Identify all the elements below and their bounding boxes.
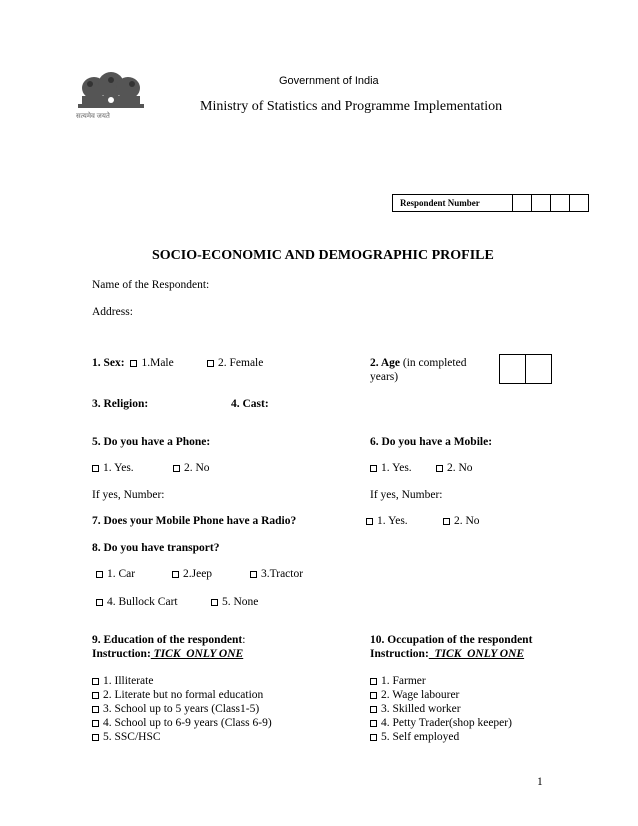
- mobile-yes: [370, 462, 412, 474]
- checkbox[interactable]: [436, 465, 443, 472]
- sex-male-option: 1.Male: [141, 357, 174, 369]
- checkbox[interactable]: [92, 720, 99, 727]
- occupation-option: [370, 688, 512, 702]
- radio-question: 7. Does your Mobile Phone have a Radio?: [92, 515, 297, 527]
- emblem-caption: सत्यमेव जयते: [76, 112, 110, 120]
- occupation-options: [370, 674, 512, 744]
- education-question: [92, 633, 245, 661]
- transport-tractor-option: 3.Tractor: [261, 568, 304, 580]
- transport-jeep-option: 2.Jeep: [183, 568, 213, 580]
- checkbox[interactable]: [92, 678, 99, 685]
- age-label: 2. Age: [370, 357, 401, 369]
- occupation-label: 10. Occupation of the respondent: [370, 634, 533, 646]
- phone-number-label: If yes, Number:: [92, 489, 165, 501]
- age-note: (in completed: [402, 357, 467, 369]
- occupation-option-label: 1. Farmer: [381, 675, 426, 687]
- transport-car-option: 1. Car: [107, 568, 136, 580]
- transport-none: [211, 596, 258, 608]
- age-digit-cell[interactable]: [500, 355, 526, 384]
- transport-question: 8. Do you have transport?: [92, 542, 220, 554]
- education-option-label: 5. SSC/HSC: [103, 731, 161, 743]
- occupation-option-label: 2. Wage labourer: [381, 689, 460, 701]
- education-option-label: 2. Literate but no formal education: [103, 689, 264, 701]
- checkbox[interactable]: [96, 599, 103, 606]
- checkbox[interactable]: [92, 706, 99, 713]
- age-note-line2: years): [370, 371, 399, 383]
- respondent-digit-cell[interactable]: [570, 195, 589, 212]
- education-instruction-label: Instruction:: [92, 648, 151, 660]
- radio-yes: [366, 515, 408, 527]
- education-option: [92, 716, 272, 730]
- government-heading: Government of India: [279, 75, 379, 87]
- checkbox[interactable]: [370, 678, 377, 685]
- phone-yes: [92, 462, 134, 474]
- sex-female-option: 2. Female: [218, 357, 264, 369]
- respondent-digit-cell[interactable]: [551, 195, 570, 212]
- checkbox[interactable]: [96, 571, 103, 578]
- checkbox[interactable]: [370, 692, 377, 699]
- occupation-option-label: 5. Self employed: [381, 731, 460, 743]
- education-option-label: 1. Illiterate: [103, 675, 154, 687]
- education-option-label: 4. School up to 6-9 years (Class 6-9): [103, 717, 272, 729]
- respondent-digit-cell[interactable]: [532, 195, 551, 212]
- occupation-instruction-value: TICK ONLY ONE: [428, 648, 525, 660]
- page-number: 1: [537, 776, 543, 788]
- checkbox[interactable]: [211, 599, 218, 606]
- phone-no-option: 2. No: [184, 462, 210, 474]
- education-instruction-value: TICK ONLY ONE: [150, 648, 244, 660]
- education-colon: :: [242, 634, 246, 646]
- respondent-number-label: Respondent Number: [393, 195, 513, 212]
- occupation-option: [370, 674, 512, 688]
- mobile-question: 6. Do you have a Mobile:: [370, 436, 493, 448]
- checkbox[interactable]: [370, 465, 377, 472]
- education-option-label: 3. School up to 5 years (Class1-5): [103, 703, 260, 715]
- checkbox[interactable]: [370, 720, 377, 727]
- religion-label: 3. Religion:: [92, 398, 149, 410]
- address-label: Address:: [92, 306, 133, 318]
- occupation-option: [370, 730, 512, 744]
- ministry-heading: Ministry of Statistics and Programme Implementation: [200, 99, 503, 114]
- mobile-no-option: 2. No: [447, 462, 473, 474]
- education-label: 9. Education of the respondent: [92, 634, 243, 646]
- transport-jeep: [172, 568, 212, 580]
- phone-no: [173, 462, 210, 474]
- checkbox[interactable]: [366, 518, 373, 525]
- checkbox[interactable]: [370, 706, 377, 713]
- form-title: SOCIO-ECONOMIC AND DEMOGRAPHIC PROFILE: [152, 248, 494, 263]
- occupation-option-label: 3. Skilled worker: [381, 703, 461, 715]
- transport-bullock-cart-option: 4. Bullock Cart: [107, 596, 178, 608]
- checkbox[interactable]: [207, 360, 214, 367]
- mobile-no: [436, 462, 473, 474]
- mobile-yes-option: 1. Yes.: [381, 462, 412, 474]
- respondent-digit-cell[interactable]: [513, 195, 532, 212]
- transport-bullock-cart: [96, 596, 178, 608]
- radio-yes-option: 1. Yes.: [377, 515, 408, 527]
- education-option: [92, 702, 272, 716]
- radio-no: [443, 515, 480, 527]
- occupation-option: [370, 702, 512, 716]
- checkbox[interactable]: [92, 465, 99, 472]
- age-question: [370, 356, 466, 384]
- mobile-number-label: If yes, Number:: [370, 489, 443, 501]
- checkbox[interactable]: [250, 571, 257, 578]
- occupation-option: [370, 716, 512, 730]
- checkbox[interactable]: [370, 734, 377, 741]
- education-option: [92, 730, 272, 744]
- checkbox[interactable]: [92, 692, 99, 699]
- checkbox[interactable]: [130, 360, 137, 367]
- cast-label: 4. Cast:: [231, 398, 269, 410]
- age-digit-cell[interactable]: [526, 355, 552, 384]
- name-label: Name of the Respondent:: [92, 279, 210, 291]
- radio-no-option: 2. No: [454, 515, 480, 527]
- checkbox[interactable]: [173, 465, 180, 472]
- transport-car: [96, 568, 135, 580]
- phone-yes-option: 1. Yes.: [103, 462, 134, 474]
- checkbox[interactable]: [443, 518, 450, 525]
- education-option: [92, 674, 272, 688]
- occupation-option-label: 4. Petty Trader(shop keeper): [381, 717, 512, 729]
- sex-question: [92, 357, 174, 369]
- phone-question: 5. Do you have a Phone:: [92, 436, 211, 448]
- occupation-question: [370, 633, 532, 661]
- respondent-number-box: [392, 194, 589, 212]
- checkbox[interactable]: [172, 571, 179, 578]
- checkbox[interactable]: [92, 734, 99, 741]
- transport-none-option: 5. None: [222, 596, 259, 608]
- education-options: [92, 674, 272, 744]
- age-input-boxes: [499, 354, 552, 384]
- sex-label: 1. Sex:: [92, 357, 125, 369]
- education-option: [92, 688, 272, 702]
- transport-tractor: [250, 568, 303, 580]
- occupation-instruction-label: Instruction:: [370, 648, 429, 660]
- sex-female: [207, 357, 263, 369]
